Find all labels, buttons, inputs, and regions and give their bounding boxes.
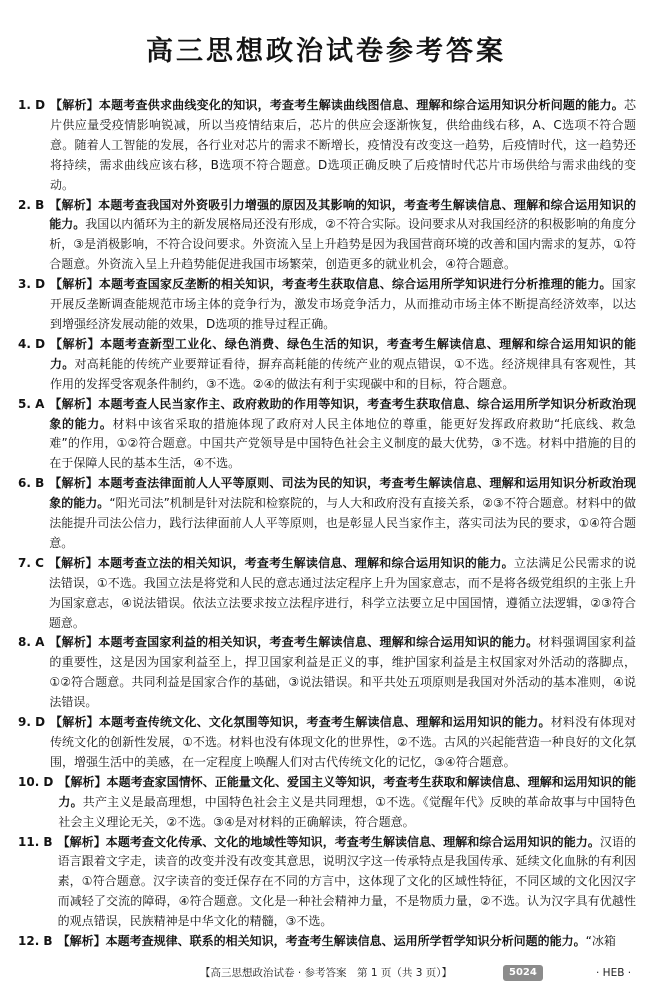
answer-analysis-body: 材料中该省采取的措施体现了政府对人民主体地位的尊重，能更好发挥政府救助“托底线、救急难”的作用，①②符合题意。中国共产党领导是中国特色社会主义制度的最大优势，③不选。材料中措施的目的在于保障人民的基本生活，④不选。 <box>49 416 636 471</box>
answer-text <box>49 474 636 554</box>
footer-page-info: 【高三思想政治试卷 · 参考答案 第 1 页（共 3 页）】 <box>200 967 452 979</box>
answer-number: 10. D <box>18 774 54 789</box>
page-footer <box>0 962 652 984</box>
answer-item <box>18 395 636 475</box>
answer-analysis-lead: 【解析】本题考查供求曲线变化的知识，考查考生解读曲线图信息、理解和综合运用知识分析问题的能力。 <box>50 98 624 112</box>
answer-text <box>50 713 636 773</box>
answer-analysis-body: 国家开展反垄断调查能规范市场主体的竞争行为，激发市场竞争活力，从而推动市场主体不断提高经济效率，以达到增强经济发展动能的效果，D选项的推导过程正确。 <box>50 277 636 331</box>
answer-analysis-lead: 【解析】本题考查传统文化、文化氛围等知识，考查考生解读信息、理解和运用知识的能力。 <box>50 715 551 730</box>
answer-item <box>18 196 636 276</box>
answer-text <box>58 932 636 952</box>
answer-text <box>50 335 636 395</box>
answer-analysis-body: 材料没有体现对传统文化的创新性发展，①不选。材料也没有体现文化的世界性，②不选。古风的兴起能营造一种良好的文化氛围，增强生活中的美感，在一定程度上唤醒人们对古代传统文化的记忆，③④符合题意。 <box>50 715 636 769</box>
answer-item <box>18 713 636 773</box>
answer-analysis-lead: 【解析】本题考查法律面前人人平等原则、司法为民的知识，考查考生解读信息、理解和运用知识分析政治现象的能力。 <box>49 476 636 511</box>
answer-number: 7. C <box>18 555 44 570</box>
answer-analysis-body: 对高耗能的传统产业要辩证看待，摒弃高耗能的传统产业的观点错误，①不选。经济规律具有客观性，其作用的发挥受客观条件制约，③不选。②④的做法有利于实现碳中和的目标，符合题意。 <box>50 356 636 391</box>
answer-item <box>18 335 636 395</box>
answer-analysis-lead: 【解析】本题考查国家反垄断的相关知识，考查考生获取信息、综合运用所学知识进行分析推理的能力。 <box>50 277 612 292</box>
answer-analysis-body: “冰箱 <box>585 934 616 949</box>
answer-number: 11. B <box>18 834 53 849</box>
answer-number: 3. D <box>18 277 46 292</box>
answer-analysis-body: 共产主义是最高理想，中国特色社会主义是共同理想，①不选。《觉醒年代》反映的革命故事与中国特色社会主义理论无关，②不选。③④是对材料的正确解读，符合题意。 <box>58 794 636 829</box>
answer-item <box>18 932 636 952</box>
answer-text <box>50 96 636 196</box>
answer-analysis-body: 立法满足公民需求的说法错误，①不选。我国立法是将党和人民的意志通过法定程序上升为国家意志，而不是将各级党组织的主张上升为国家意志，④说法错误。依法立法要求按立法程序进行，科学立法要立足中国国情，遵循立法逻辑，②③符合题意。 <box>48 555 636 630</box>
answer-analysis-lead: 【解析】本题考查我国对外资吸引力增强的原因及其影响的知识，考查考生解读信息、理解和综合运用知识的能力。 <box>49 197 636 232</box>
answer-text <box>49 633 636 713</box>
answer-analysis-body: “阳光司法”机制是针对法院和检察院的，与人大和政府没有直接关系，②③不符合题意。材料中的做法能提升司法公信力，践行法律面前人人平等原则，也是彰显人民当家作主，落实司法为民的要求，①④符合题意。 <box>49 496 636 550</box>
answer-analysis-lead: 【解析】本题考查文化传承、文化的地域性等知识，考查考生解读信息、理解和综合运用知识的能力。 <box>57 834 600 849</box>
answer-analysis-lead: 【解析】本题考查新型工业化、绿色消费、绿色生活的知识，考查考生解读信息、理解和综合运用知识的能力。 <box>50 336 636 371</box>
answer-number: 4. D <box>18 336 46 351</box>
answer-analysis-lead: 【解析】本题考查人民当家作主、政府救助的作用等知识，考查考生获取信息、综合运用所学知识分析政治现象的能力。 <box>49 396 636 431</box>
answer-analysis-body: 我国以内循环为主的新发展格局还没有形成，②不符合实际。设问要求从对我国经济的积极影响的角度分析，③是消极影响，不符合设问要求。外资流入呈上升趋势是因为我国营商环境的改善和国内需求的复苏，①符合题意。外资流入呈上升趋势能促进我国市场繁荣，创造更多的就业机会，④符合题意。 <box>49 217 637 272</box>
answer-item <box>18 96 636 196</box>
answer-item <box>18 554 636 634</box>
answer-item <box>18 773 636 833</box>
answer-item <box>18 474 636 554</box>
footer-code-badge: 5024 <box>503 965 543 981</box>
answer-number: 9. D <box>18 715 46 730</box>
answer-list <box>18 96 636 952</box>
answer-item <box>18 633 636 713</box>
answer-number: 8. A <box>18 635 45 650</box>
answer-analysis-body: 芯片供应量受疫情影响锐减，所以当疫情结束后，芯片的供应会逐渐恢复，供给曲线右移，A、C选项不符合题意。随着人工智能的发展，各行业对芯片的需求不断增长，疫情没有改变这一趋势，后疫情时代，这一趋势还将持续，需求曲线应该右移，B选项不符合题意。D选项正确反映了后疫情时代芯片市场供给与需求曲线的变动。 <box>50 98 636 192</box>
page-title: 高三思想政治试卷参考答案 <box>146 36 506 67</box>
answer-number: 12. B <box>18 934 53 949</box>
answer-analysis-lead: 【解析】本题考查国家利益的相关知识，考查考生解读信息、理解和综合运用知识的能力。 <box>49 635 539 650</box>
answer-number: 2. B <box>18 197 45 212</box>
answer-number: 6. B <box>18 476 45 491</box>
answer-analysis-body: 汉语的语言跟着文字走，读音的改变并没有改变其意思，说明汉字这一传承特点是我国传承、延续文化血脉的有利因素，①符合题意。汉字读音的变迁保存在不同的方言中，这体现了文化的区域性特征，不同区域的文化因汉字而减轻了交流的障碍，④符合题意。文化是一种社会精神力量，不是物质力量，②不选。认为汉字具有优越性的观点错误，民族精神是中华文化的精髓，③不选。 <box>57 834 636 929</box>
answer-item <box>18 833 636 933</box>
answer-analysis-lead: 【解析】本题考查家国情怀、正能量文化、爱国主义等知识，考查考生获取和解读信息、理解和运用知识的能力。 <box>58 774 636 809</box>
footer-region-code: · HEB · <box>596 967 632 979</box>
answer-analysis-lead: 【解析】本题考查立法的相关知识，考查考生解读信息、理解和综合运用知识的能力。 <box>48 555 514 570</box>
answer-item <box>18 275 636 335</box>
answer-text <box>49 554 636 634</box>
answer-analysis-body: 材料强调国家利益的重要性，这是因为国家利益至上，捍卫国家利益是正义的事，维护国家利益是主权国家对外活动的落脚点，①②符合题意。共同利益是国家合作的基础，③说法错误。和平共处五项原则是我国对外活动的基本准则，④说法错误。 <box>49 635 636 710</box>
answer-text <box>49 395 636 475</box>
answer-text <box>49 196 636 276</box>
answer-text <box>50 275 636 335</box>
answer-text <box>58 833 636 933</box>
answer-text <box>58 773 636 833</box>
answer-analysis-lead: 【解析】本题考查规律、联系的相关知识，考查考生解读信息、运用所学哲学知识分析问题的能力。 <box>57 934 586 949</box>
answer-number: 5. A <box>18 396 45 411</box>
answer-number: 1. D <box>18 98 46 112</box>
